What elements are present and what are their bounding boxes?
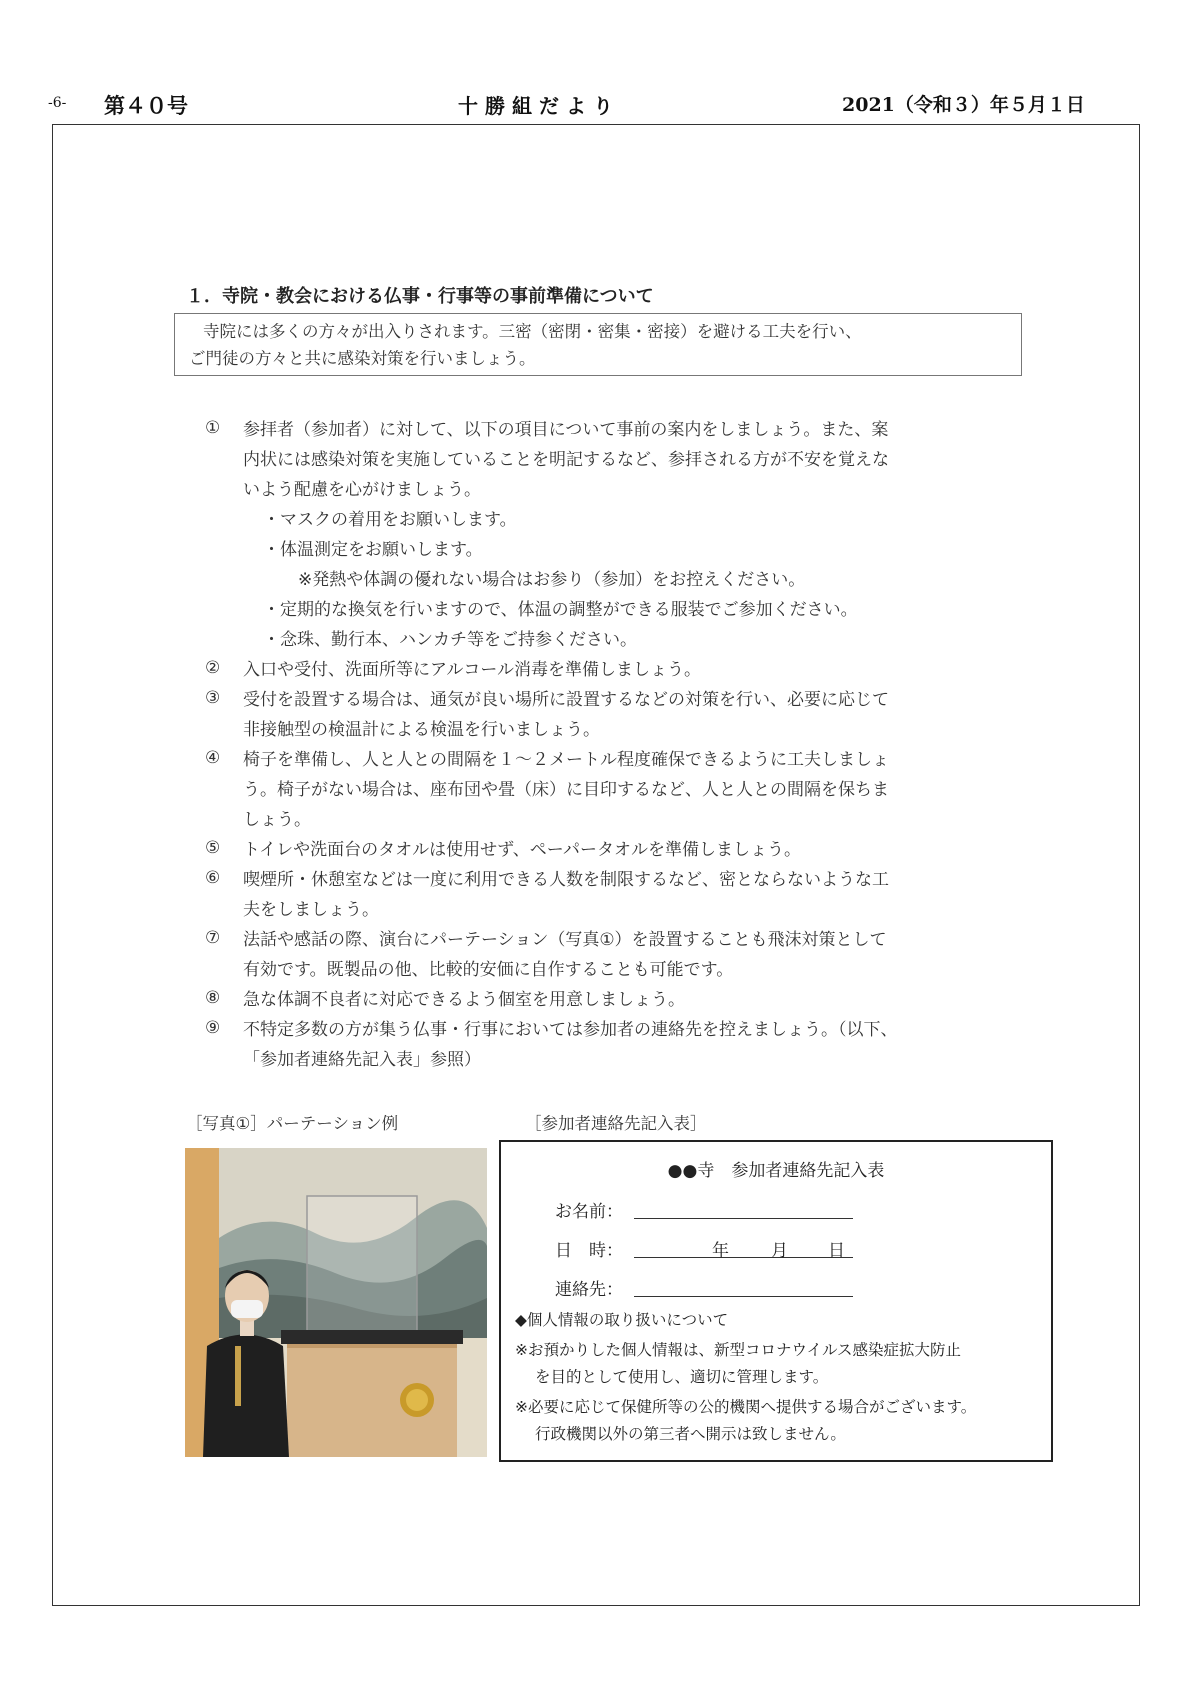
item-text: 不特定多数の方が集う仏事・行事においては参加者の連絡先を控えましょう。（以下、 [243, 1020, 898, 1040]
form-caption: ［参加者連絡先記入表］ [525, 1114, 707, 1133]
item-text: 「参加者連絡先記入表」参照） [243, 1050, 481, 1070]
contact-form-table [499, 1140, 1053, 1462]
newsletter-title: 十勝組だより [458, 94, 620, 118]
year-label: 年 [712, 1241, 729, 1261]
page-number: -6- [48, 95, 67, 111]
item-text: 非接触型の検温計による検温を行いましょう。 [243, 720, 600, 740]
section-heading: １．寺院・教会における仏事・行事等の事前準備について [186, 286, 654, 307]
privacy-note: 行政機関以外の第三者へ開示は致しません。 [535, 1425, 846, 1443]
page-header [0, 86, 1201, 120]
item-text: 喫煙所・休憩室などは一度に利用できる人数を制限するなど、密とならないような工 [243, 870, 889, 890]
day-label: 日 [828, 1241, 845, 1261]
intro-line: ご門徒の方々と共に感染対策を行いましょう。 [189, 349, 536, 368]
bullet-item: ・念珠、勤行本、ハンカチ等をご持参ください。 [263, 630, 637, 650]
item-number: ⑧ [205, 988, 221, 1008]
photo-caption: ［写真①］パーテーション例 [186, 1114, 399, 1133]
item-text: 有効です。既製品の他、比較的安価に自作することも可能です。 [243, 960, 734, 980]
item-text: 夫をしましょう。 [243, 900, 379, 920]
bullet-item: ・体温測定をお願いします。 [263, 540, 483, 560]
item-number: ⑦ [205, 928, 221, 948]
item-text: 入口や受付、洗面所等にアルコール消毒を準備しましょう。 [243, 660, 701, 680]
contact-label: 連絡先： [555, 1280, 623, 1300]
item-number: ④ [205, 748, 221, 768]
item-text: 椅子を準備し、人と人との間隔を１～２メートル程度確保できるように工夫しましょ [243, 750, 889, 770]
contact-line [634, 1276, 853, 1297]
item-text: いよう配慮を心がけましょう。 [243, 480, 481, 500]
item-text: 受付を設置する場合は、通気が良い場所に設置するなどの対策を行い、必要に応じて [243, 690, 889, 710]
item-number: ③ [205, 688, 221, 708]
item-text: しょう。 [243, 810, 311, 830]
privacy-heading: ◆個人情報の取り扱いについて [515, 1311, 729, 1329]
item-text: 参拝者（参加者）に対して、以下の項目について事前の案内をしましょう。また、案 [243, 420, 889, 440]
bullet-note: ※発熱や体調の優れない場合はお参り（参加）をお控えください。 [298, 570, 806, 590]
date-label: 日 時： [555, 1241, 623, 1261]
partition-photo [185, 1148, 487, 1457]
bullet-item: ・マスクの着用をお願いします。 [263, 510, 517, 530]
item-number: ① [205, 418, 221, 438]
intro-box [174, 313, 1022, 376]
name-label: お名前： [555, 1202, 623, 1222]
publication-date: 2021（令和３）年５月１日 [842, 94, 1085, 116]
privacy-note: ※必要に応じて保健所等の公的機関へ提供する場合がございます。 [515, 1398, 977, 1416]
date-line [634, 1237, 853, 1258]
item-text: 急な体調不良者に対応できるよう個室を用意しましょう。 [243, 990, 685, 1010]
item-text: う。椅子がない場合は、座布団や畳（床）に目印するなど、人と人との間隔を保ちま [243, 780, 889, 800]
privacy-note: ※お預かりした個人情報は、新型コロナウイルス感染症拡大防止 [515, 1341, 962, 1359]
bullet-item: ・定期的な換気を行いますので、体温の調整ができる服装でご参加ください。 [263, 600, 858, 620]
intro-line: 寺院には多くの方々が出入りされます。三密（密閉・密集・密接）を避ける工夫を行い、 [203, 322, 862, 341]
issue-number: 第４０号 [104, 93, 188, 118]
item-text: 内状には感染対策を実施していることを明記するなど、参拝される方が不安を覚えな [243, 450, 889, 470]
item-number: ⑤ [205, 838, 221, 858]
item-text: 法話や感話の際、演台にパーテーション（写真①）を設置することも飛沫対策として [243, 930, 887, 950]
privacy-note: を目的として使用し、適切に管理します。 [535, 1368, 829, 1386]
form-title: ●●寺 参加者連絡先記入表 [667, 1161, 885, 1181]
item-number: ⑥ [205, 868, 221, 888]
item-text: トイレや洗面台のタオルは使用せず、ペーパータオルを準備しましょう。 [243, 840, 801, 860]
item-number: ⑨ [205, 1018, 221, 1038]
month-label: 月 [771, 1241, 788, 1261]
item-number: ② [205, 658, 221, 678]
name-line [634, 1198, 853, 1219]
